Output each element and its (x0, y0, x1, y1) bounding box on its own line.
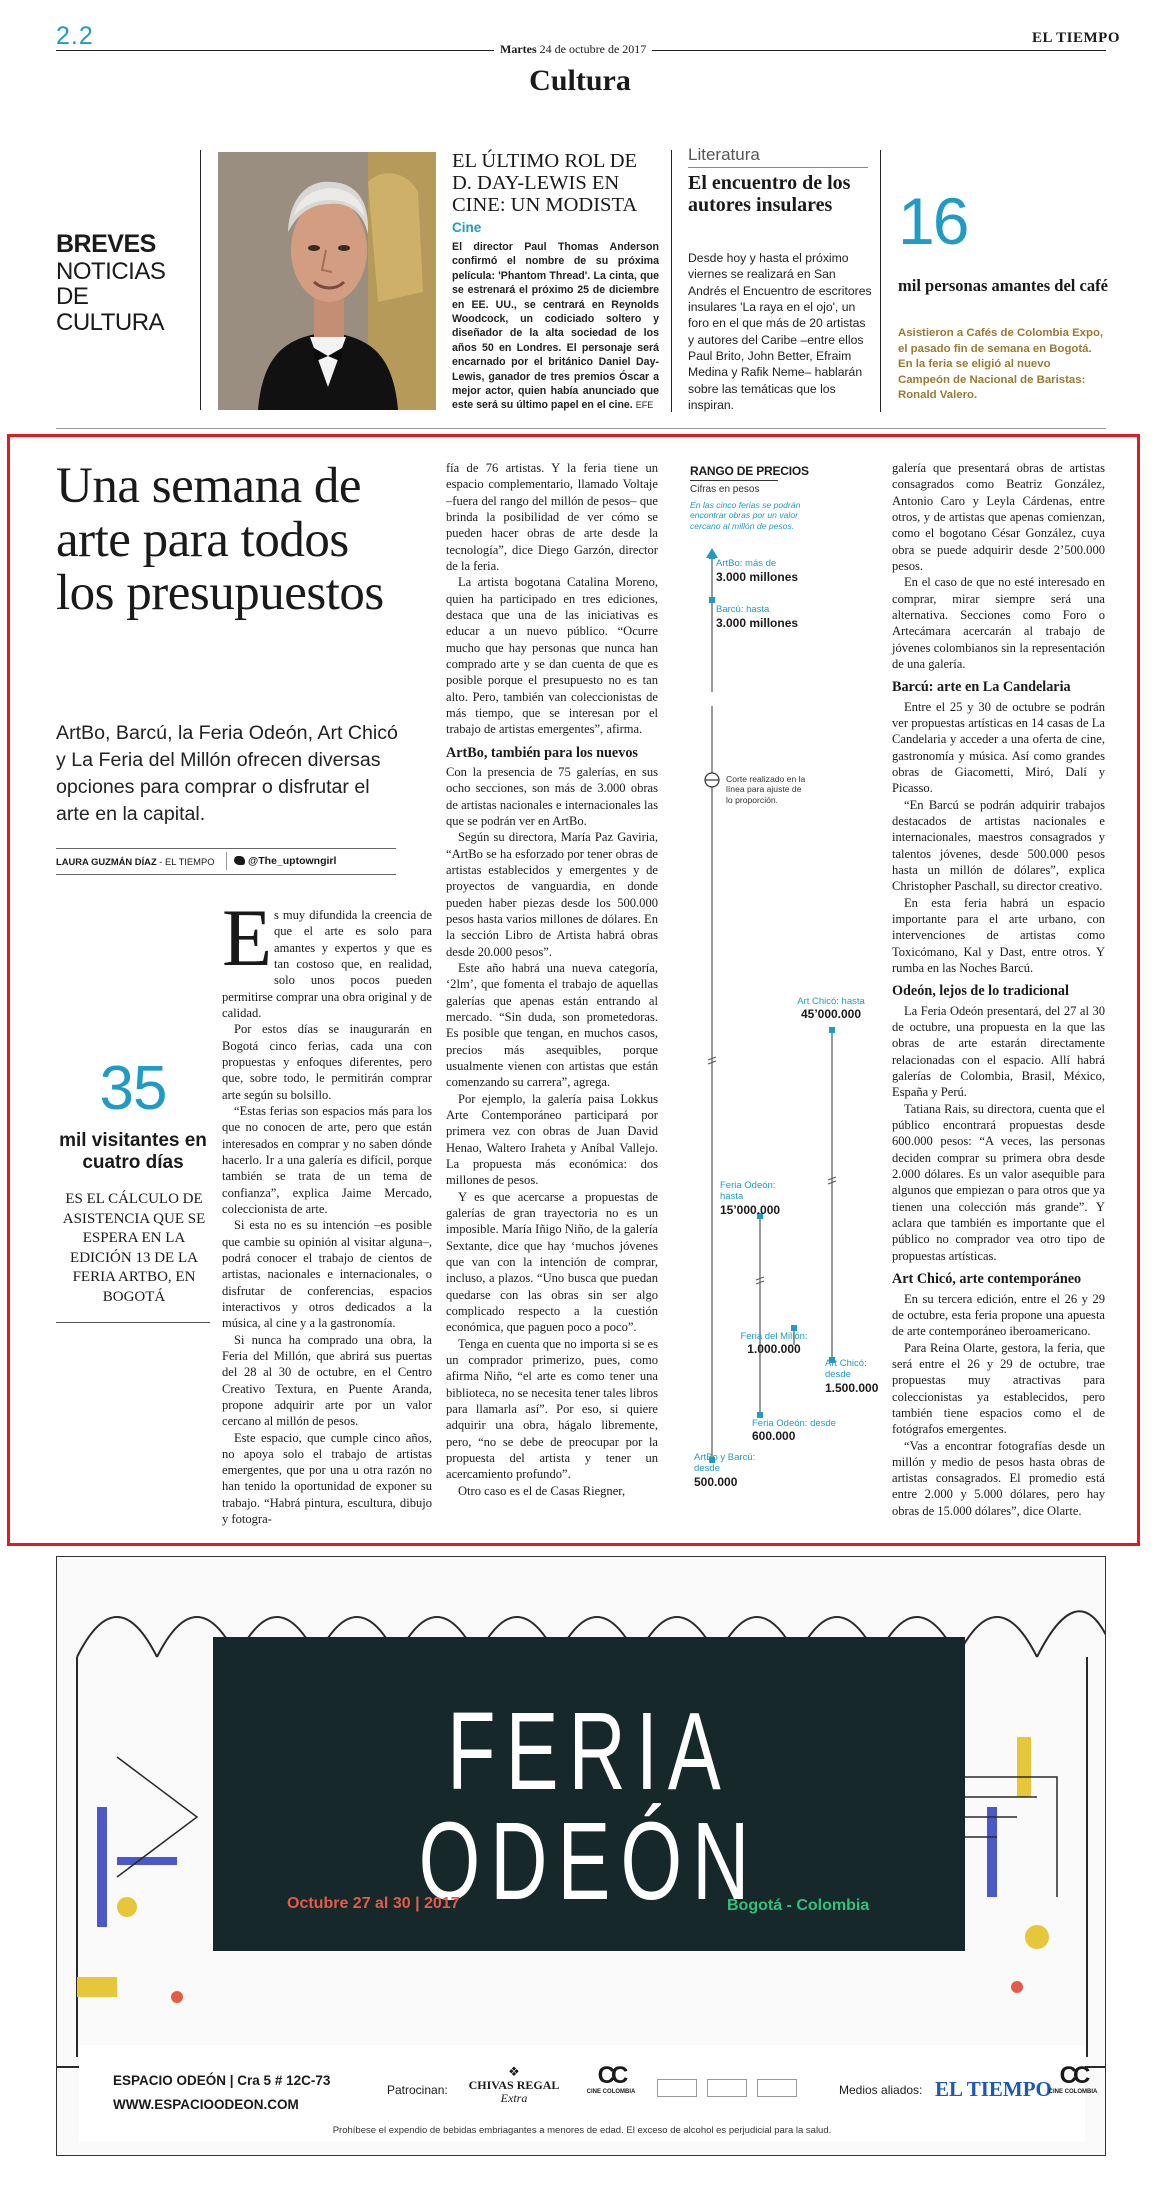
label-odeon-max-value: 15’000.000 (720, 1202, 781, 1217)
government-logos (657, 2079, 817, 2103)
gov-logo-1-icon (657, 2079, 697, 2097)
label-chico-max (786, 996, 876, 1022)
label-chico-min-name: Art Chicó: desde (825, 1358, 867, 1381)
col4-p9: Para Reina Olarte, gestora, la feria, que será entre el 26 y 29 de octubre, trae propuestas muy atractivas para coleccionistas ya establecidos, pero también tiene espacios como el de fotógrafos emergentes. (892, 1340, 1105, 1437)
ad-cine-logo-2 (1047, 2063, 1099, 2095)
label-barcu-max (716, 604, 798, 631)
col4-p4: “En Barcú se podrán adquirir trabajos destacados de artistas nacionales e internacionales, maestros consagrados y talentos jóvenes, desde 500.000 pesos hasta un millón de dólares”, explica Christopher Paschall, su director creativo. (892, 797, 1105, 894)
gov-logo-2-icon (707, 2079, 747, 2097)
byline-org: - EL TIEMPO (156, 856, 215, 867)
breve-1-credit: EFE (635, 400, 654, 411)
label-barcu-max-value: 3.000 millones (716, 615, 799, 630)
label-barcu-max-name: Barcú: hasta (716, 604, 770, 615)
col4-p7: Tatiana Rais, su directora, cuenta que el público encontrará propuestas desde 600.000 pesos: “A veces, las personas deciden comprar su primera obra desde 2.000 dólares. Es un valor asequible para algunos que empiezan o para otros que ya tienen una colección más grande”. Y aclara que también es importante que el público no comprador vea otro tipo de propuestas artísticas. (892, 1101, 1105, 1263)
label-artbo-min (694, 1452, 764, 1489)
col4-subhead-1: Barcú: arte en La Candelaria (892, 679, 1071, 696)
label-artbo-min-value: 500.000 (694, 1474, 738, 1489)
breves-subtitle: NOTICIAS DE CULTURA (56, 258, 166, 336)
ad-headline: FERIA ODEÓN (418, 1690, 760, 1923)
range-chart-note: En las cinco ferias se podrán encontrar obras por un valor cercano al millón de pesos. (690, 500, 801, 531)
breves-bottom-rule (56, 428, 1106, 429)
col4-subhead-2: Odeón, lejos de lo tradicional (892, 983, 1069, 1000)
breves-divider-1 (200, 150, 201, 410)
range-marker-barcu-max (709, 597, 715, 603)
col4-p8: En su tercera edición, entre el 26 y 29 de octubre, esta feria propone una apuesta de arte contemporáneo iberoamericano. (892, 1291, 1105, 1339)
cine-colombia-icon-2: CC (1059, 2062, 1087, 2089)
col1-p2: Por estos días se inaugurarán en Bogotá cinco ferias, cada una con propuestas y enfoques diferentes, pero que, sobre todo, le permitirán comprar arte según su bolsillo. (222, 1022, 432, 1102)
range-chart-cut-note: Corte realizado en la línea para ajuste de lo proporción. (726, 774, 806, 805)
col2-p1: fía de 76 artistas. Y la feria tiene un espacio complementario, llamado Voltaje –fuera del rango del millón de pesos– que brinda la posibilidad de ver cómo se pueden hacer obras de arte desde la tecnología”, dice Diego Garzón, director de la feria. (446, 461, 658, 573)
label-millon-name: Feria del Millón: (740, 1331, 808, 1342)
chivas-logo (459, 2065, 569, 2106)
breve-1-body (452, 240, 659, 413)
ad-website[interactable]: WWW.ESPACIOODEON.COM (113, 2097, 299, 2112)
twitter-handle (234, 855, 336, 867)
chivas-sub: Extra (500, 2091, 528, 2106)
feria-odeon-ad[interactable] (56, 1556, 1106, 2156)
label-chico-max-value: 45’000.000 (800, 1007, 862, 1022)
label-odeon-min (752, 1418, 872, 1444)
col2-p9: Otro caso es el de Casas Riegner, (458, 1483, 626, 1498)
range-marker-artbo-max (709, 553, 715, 559)
cine-colombia-text: CINE COLOMBIA (586, 2089, 636, 2096)
stat-headline: mil visitantes en cuatro días (59, 1130, 207, 1174)
ad-media-brand: EL TIEMPO (935, 2077, 1052, 2101)
breve-3-headline: mil personas amantes del café (898, 276, 1108, 295)
label-chico-min-value: 1.500.000 (825, 1380, 879, 1395)
col4-p10: “Vas a encontrar fotografías desde un millón y medio de pesos hasta obras de artistas consagrados. El promedio está entre 2.000 y 5.000 dólares, pero hay obras de 15.000 dólares”, dice Olarte. (892, 1438, 1105, 1518)
breve-2-body: Desde hoy y hasta el próximo viernes se realizará en San Andrés el Encuentro de escritores insulares 'La raya en el ojo', un foro en el que más de 20 artistas y autores del Caribe –entre ellos Paul Brito, John Better, Efraim Medina y Rafik Neme– hablarán sobre las temáticas que los inspiran. (688, 251, 872, 413)
label-odeon-min-value: 600.000 (752, 1429, 796, 1444)
col4-p5: En esta feria habrá un espacio importante para el arte urbano, con intervenciones de artistas como Toxicómano, Kal y Dast, entre otros. Y rumba en las Noches Barcú. (892, 895, 1105, 975)
col2-p5: Este año habrá una nueva categoría, ‘2lm’, que fomenta el trabajo de aquellas galerías que apenas están entrando al mercado. “Sin duda, son prometedoras. Es posible que tengan, en muchos casos, precios más asequibles, porque usualmente vienen con artistas que están comenzando su carrera”, agrega. (446, 961, 658, 1090)
label-millon-value: 1.000.000 (747, 1342, 801, 1357)
col1-p4: Si esta no es su intención –es posible que cambie su opinión al visitar alguna–, podrá conocer el trabajo de cientos de artistas, nacionales e internacionales, o disfrutar de conferencias, espacios interactivos y otros dedicados a la música, al cine y a la gastronomía. (222, 1218, 432, 1331)
col1-p5: Si nunca ha comprado una obra, la Feria del Millón, que abrirá sus puertas del 28 al 30 de octubre, en el Centro Creativo Textura, en Puente Aranda, propone adquirir arte por un valor cercano al millón de pesos. (222, 1332, 432, 1429)
gov-logo-3-icon (757, 2079, 797, 2097)
article-dek: ArtBo, Barcú, la Feria Odeón, Art Chicó y La Feria del Millón ofrecen diversas opciones para comprar o disfrutar el arte en la capital. (56, 722, 398, 826)
breves-divider-2 (671, 150, 672, 412)
col1-p1: s muy difundida la creencia de que el arte es solo para amantes y expertos y que es tan costoso que, en realidad, solo unos pocos pueden permitirse comprar una obra original y de calidad. (222, 908, 432, 1020)
ad-venue: ESPACIO ODEÓN | Cra 5 # 12C-73 (113, 2073, 331, 2088)
label-artbo-max (716, 558, 798, 585)
ad-disclaimer: Prohíbese el expendio de bebidas embriagantes a menores de edad. El exceso de alcohol es perjudicial para la salud. (332, 2125, 832, 2136)
label-odeon-max (720, 1180, 800, 1217)
col2-p4: Según su directora, María Paz Gaviria, “ArtBo se ha esforzado por tener obras de artistas establecidos y emergentes y de proyectos de vanguardia, en donde pueden haber piezas desde los 500.000 pesos hasta varios millones de dólares. En la sección Libro de Artista habrá obras desde 20.000 pesos”. (446, 830, 658, 959)
article-column-2 (446, 460, 658, 1499)
label-chico-max-name: Art Chicó: hasta (797, 996, 865, 1007)
byline-rule-top (56, 848, 396, 849)
breve-3-number: 16 (898, 184, 968, 258)
ad-sponsor-label: Patrocinan: (387, 2083, 448, 2097)
col1-p3: “Estas ferias son espacios más para los que no conocen de arte, pero que están interesados en comprar y no saben dónde hacerlo. Ir a una galería es difícil, porque también se trata de un tema de confianza”, explica Jaime Mercado, coleccionista de arte. (222, 1103, 432, 1216)
label-artbo-min-name: ArtBo y Barcú: desde (694, 1452, 756, 1475)
breves-title: BREVES (56, 230, 156, 258)
col4-p2: En el caso de que no esté interesado en comprar, mirar siempre será una alternativa. Secciones como Foro o Artecámara acercarán al trabajo de jóvenes colombianos sin la representación de una galería. (892, 575, 1105, 671)
chivas-crest-icon: ❖ (508, 2064, 520, 2079)
page-number: 2.2 (56, 22, 94, 50)
section-title: Cultura (529, 64, 631, 97)
label-odeon-max-name: Feria Odeón: hasta (720, 1180, 776, 1203)
date-rest: 24 de octubre de 2017 (536, 42, 647, 56)
date-day: Martes (500, 42, 537, 56)
col4-p3: Entre el 25 y 30 de octubre se podrán ver propuestas artísticas en 14 casas de La Candelaria y acceder a una oferta de cine, gastronomía y música. Así como grandes obras de Giacometti, Miró, Dalí y Picasso. (892, 699, 1105, 796)
ad-dates: Octubre 27 al 30 | 2017 (287, 1895, 460, 1912)
chivas-brand: CHIVAS REGAL (468, 2078, 560, 2093)
dropcap: E (222, 892, 273, 983)
byline-name: LAURA GUZMÁN DÍAZ (56, 856, 157, 867)
stat-body: ES EL CÁLCULO DE ASISTENCIA QUE SE ESPERA EN LA EDICIÓN 13 DE LA FERIA ARTBO, EN BOGOTÁ (62, 1191, 206, 1305)
ad-location: Bogotá - Colombia (727, 1897, 870, 1914)
dropcap-spacer (222, 907, 274, 987)
byline-rule-bottom (56, 874, 396, 875)
cine-colombia-logo (581, 2063, 641, 2095)
col2-p8: Tenga en cuenta que no importa si se es un comprador primerizo, pues, como afirma Niño, “el arte es como tener una biblioteca, no se necesita tener tales libros para llamarla así”. Por eso, si quiere adquirir una obra, hágalo libremente, pero, “no se debe de preocupar por la propuesta del artista y tener un acercamiento profundo”. (446, 1336, 658, 1482)
article-column-4 (892, 460, 1105, 1519)
col1-p6: Este espacio, que cumple cinco años, no apoya solo el trabajo de artistas emergentes, que por una u otra razón no han tenido la oportunidad de exponer su trabajo. “Habrá pintura, escultura, dibujo y fotogra- (222, 1430, 432, 1527)
label-artbo-max-value: 3.000 millones (716, 569, 799, 584)
cine-colombia-text-2: CINE COLOMBIA (1048, 2089, 1098, 2096)
label-chico-min (825, 1358, 885, 1395)
range-chart-subtitle: Cifras en pesos (690, 484, 760, 495)
col4-subhead-3: Art Chicó, arte contemporáneo (892, 1271, 1082, 1288)
byline-separator (226, 852, 227, 870)
col4-p1: galería que presentará obras de artistas consagrados como Beatriz González, Antonio Caro y Leyla Cárdenas, entre otros, y de artistas que apenas comienzan, como el bogotano César González, cuya obra se puede adquirir desde 2’500.000 pesos. (892, 461, 1105, 573)
col2-p2: La artista bogotana Catalina Moreno, quien ha participado en tres ediciones, destaca que una de las iniciativas es educar a un nuevo público. “Ocurre mucho que hay personas que nunca han comprado arte y se dan cuenta de que es posible porque el presupuesto no es tan alto. Pero, también van coleccionistas de más tiempo, que se interesan por el trabajo de artistas emergentes”, afirma. (446, 575, 658, 737)
range-chart-title: RANGO DE PRECIOS (690, 464, 809, 478)
byline (56, 856, 215, 867)
date-line (494, 42, 652, 57)
label-artbo-max-name: ArtBo: más de (716, 558, 777, 569)
breve-1-headline: EL ÚLTIMO ROL DE D. DAY-LEWIS EN CINE: UN MODISTA (452, 150, 638, 217)
breve-2-headline: El encuentro de los autores insulares (688, 172, 851, 216)
breve-2-rule (688, 167, 868, 168)
range-marker-chico-max (829, 1027, 835, 1033)
brand-logo: EL TIEMPO (1032, 30, 1120, 46)
col4-p6: La Feria Odeón presentará, del 27 al 30 de octubre, una propuesta en la que las obras de arte estarán directamente relacionadas con el espacio. Allí habrá galerías de Colombia, Brasil, México, España y Perú. (892, 1003, 1105, 1100)
col2-subhead: ArtBo, también para los nuevos (446, 744, 638, 761)
col2-p3: Con la presencia de 75 galerías, en sus ocho secciones, son más de 3.000 obras de artistas nacionales e internacionales las que se podrán ver en ArtBo. (446, 765, 658, 829)
daniel-day-lewis-photo (218, 152, 436, 410)
twitter-icon[interactable] (234, 856, 245, 865)
col2-p7: Y es que acercarse a propuestas de galerías de gran trayectoria no es un imposible. María Iñigo Niño, de la galería Sextante, dice que hay ‘muchos jóvenes que van con la intención de comprar, incluso, a plazos. “Uno busca que puedan quedarse con las obras sin ser algo complicado respecto a la cuestión económica, que paguen poco a poco”. (446, 1189, 658, 1335)
breve-1-kicker: Cine (452, 220, 482, 235)
breves-heading (56, 232, 186, 335)
twitter-handle-text[interactable]: @The_uptowngirl (248, 855, 337, 867)
cine-colombia-icon: CC (597, 2062, 625, 2089)
article-title: Una semana de arte para todos los presupuestos (56, 458, 384, 622)
breve-2-kicker: Literatura (688, 145, 760, 164)
label-millon (734, 1331, 814, 1357)
article-column-1 (222, 907, 432, 1527)
col2-p6: Por ejemplo, la galería paisa Lokkus Arte Contemporáneo participará por primera vez con obras de Juan David Henao, Waltero Iraheta y Aníbal Vallejo. La propuesta más económica: dos millones de pesos. (446, 1091, 658, 1188)
stat-rule (56, 1322, 210, 1323)
label-odeon-min-name: Feria Odeón: desde (752, 1418, 836, 1429)
stat-number: 35 (99, 1054, 167, 1123)
breves-divider-3 (880, 150, 881, 412)
range-chart (690, 460, 880, 1510)
breve-3-body: Asistieron a Cafés de Colombia Expo, el pasado fin de semana en Bogotá. En la feria se eligió al nuevo Campeón de Nacional de Baristas: Ronald Valero. (898, 327, 1104, 401)
ad-media-label: Medios aliados: (839, 2083, 923, 2097)
breve-1-text: El director Paul Thomas Anderson confirmó el nombre de su próxima película: 'Phantom Thread'. La cinta, que se estrenará el próximo 25 de diciembre en EE. UU., se centrará en Reynolds Woodcock, un codiciado soltero y diseñador de la alta sociedad de los años 50 en Londres. El personaje será encarnado por el británico Daniel Day-Lewis, ganador de tres premios Óscar a mejor actor, quien había anunciado que este será su último papel en el cine. (452, 241, 659, 412)
